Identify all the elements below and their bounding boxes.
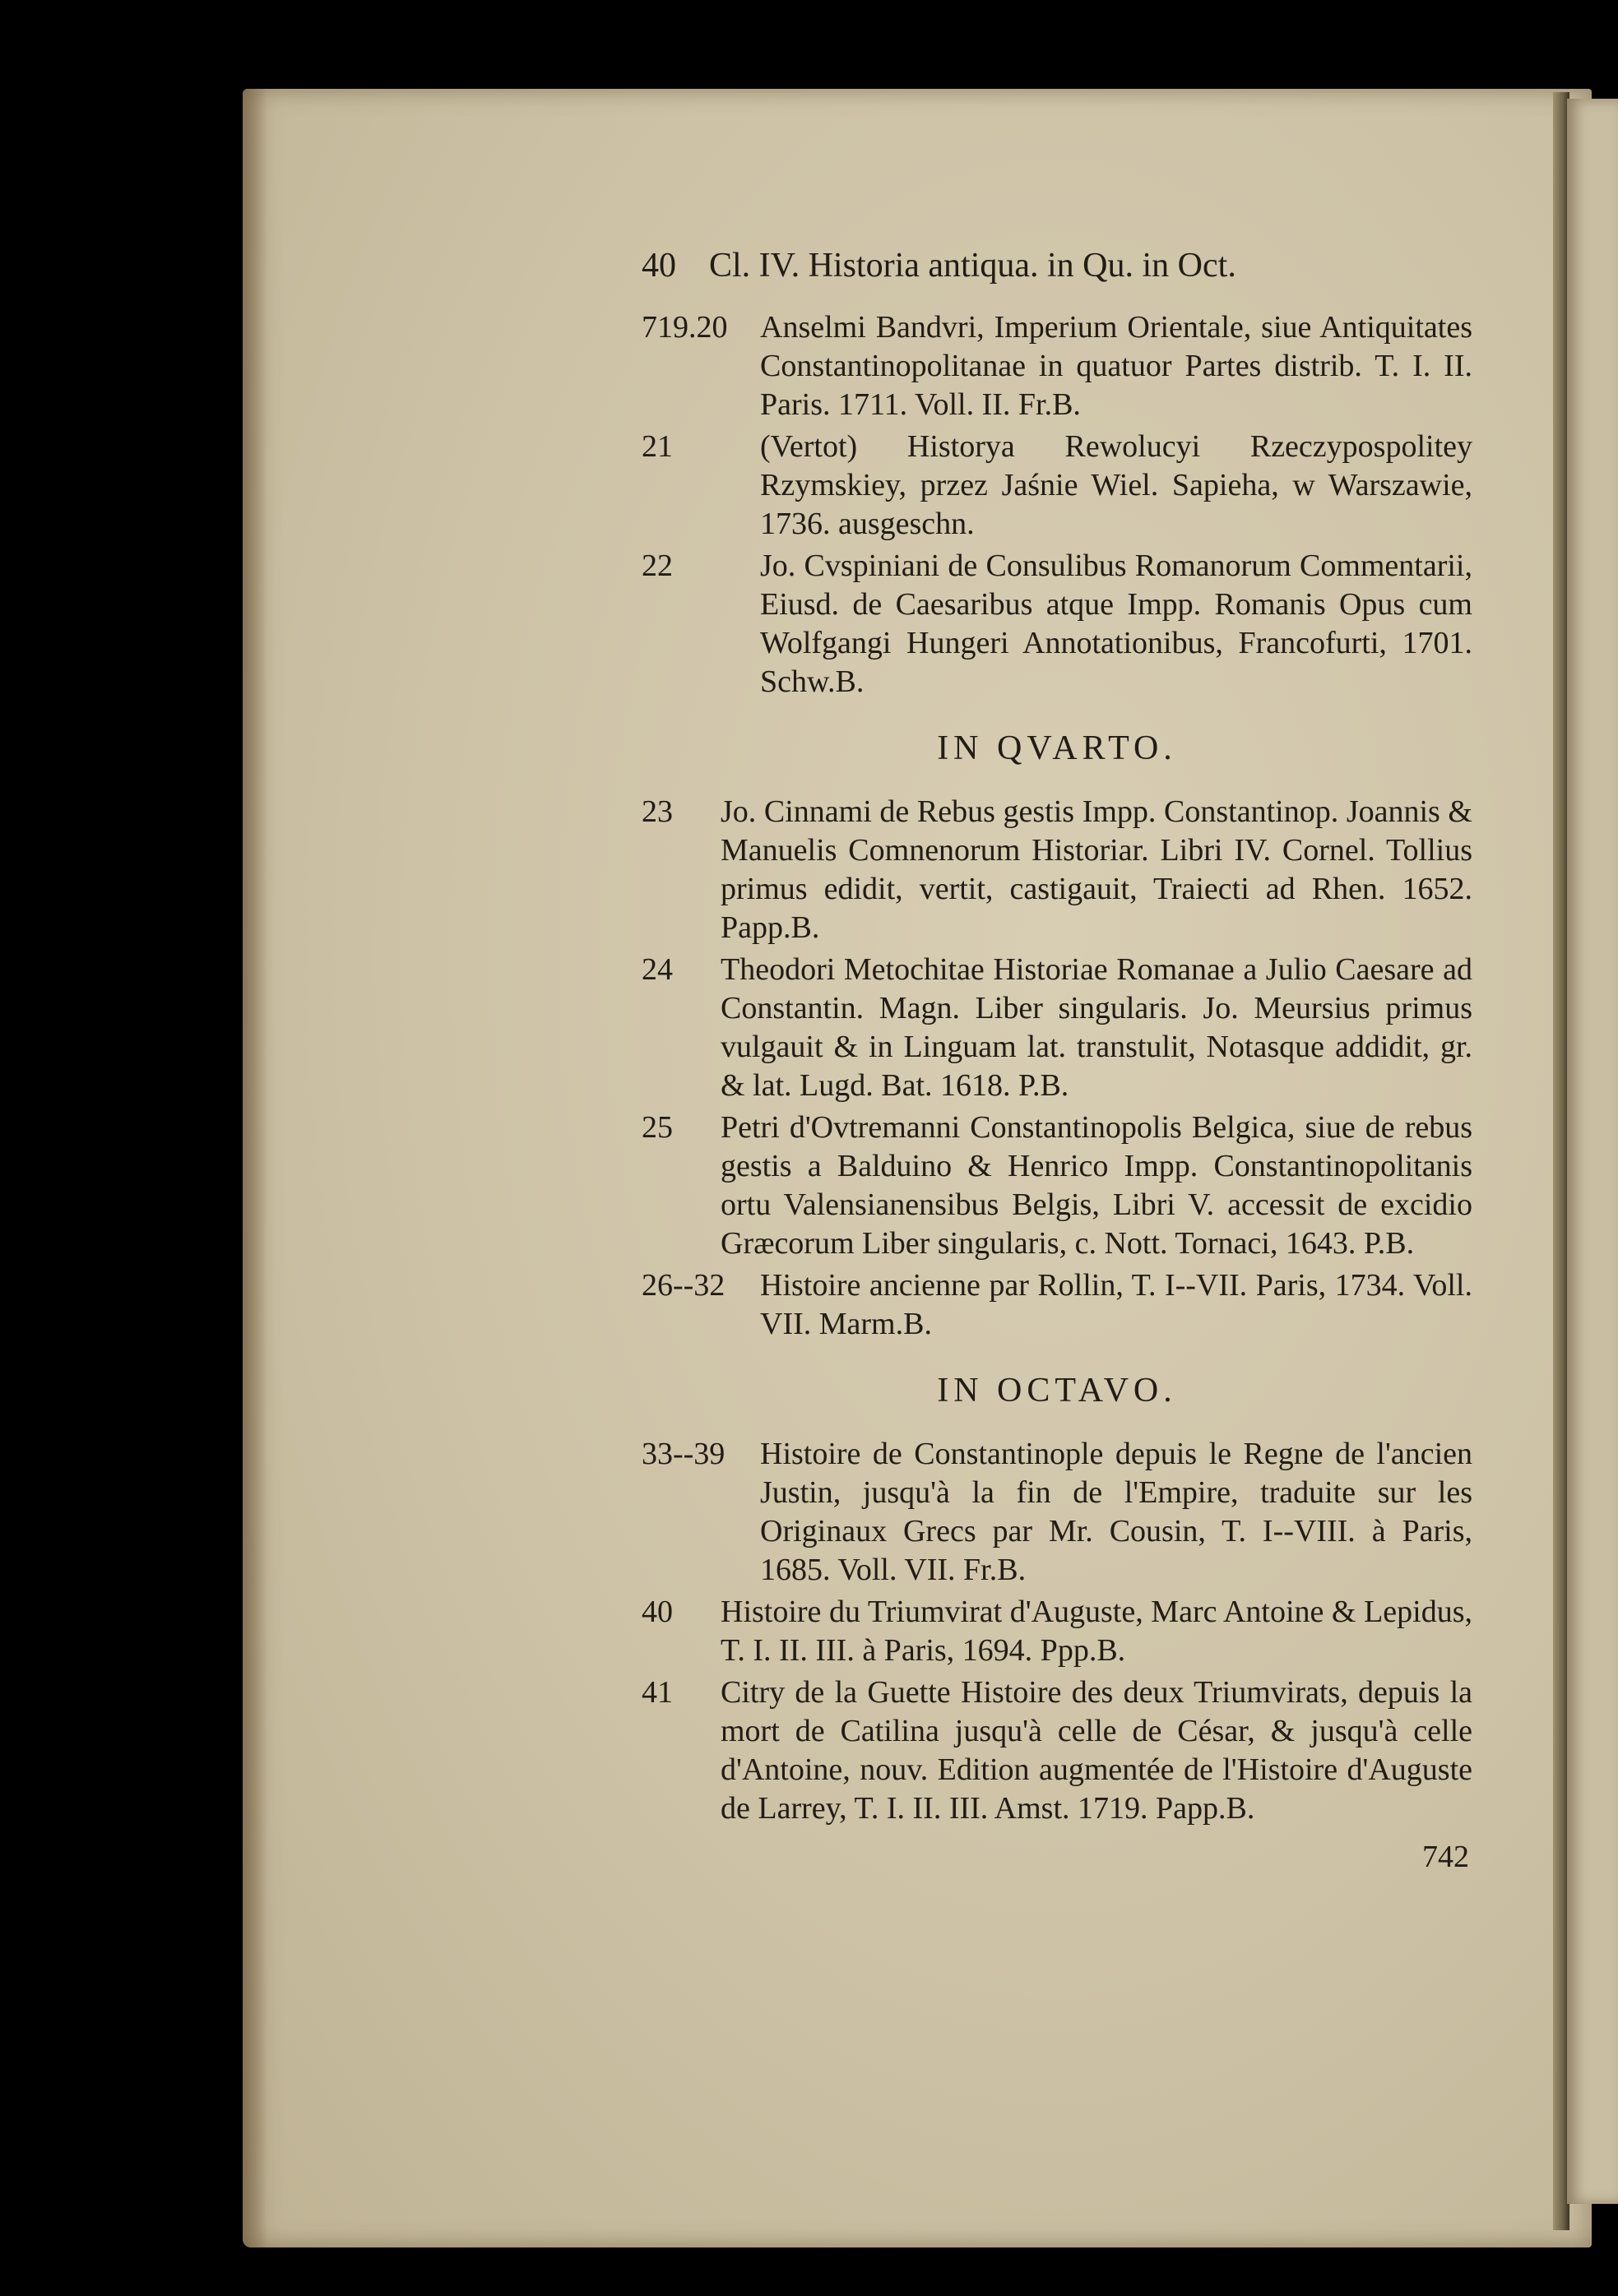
entry-text: Jo. Cinnami de Rebus gestis Impp. Constantinop. Joannis & Manuelis Comnenorum Historiar. Libri IV. Cornel. Tollius primus edidit, vertit, castigauit, Traiecti ad Rhen. 1652. Papp.B.	[721, 794, 1472, 945]
catalog-entry	[642, 951, 1472, 1105]
entry-number: 26--32	[642, 1268, 726, 1303]
entry-number: 33--39	[642, 1437, 726, 1471]
catalog-entry	[642, 1109, 1472, 1263]
section-heading-quarto: IN QVARTO.	[937, 729, 1177, 767]
entry-text: Jo. Cvspiniani de Consulibus Romanorum Commentarii, Eiusd. de Caesaribus atque Impp. Romanis Opus cum Wolfgangi Hungeri Annotationibus, Francofurti, 1701. Schw.B.	[760, 549, 1472, 699]
page-binding-shadow	[243, 89, 267, 2247]
entry-text: Anselmi Bandvri, Imperium Orientale, siue Antiquitates Constantinopolitanae in quatuor Partes distrib. T. I. II. Paris. 1711. Voll. II. Fr.B.	[760, 310, 1472, 422]
entry-number: 719.20	[642, 310, 728, 345]
facing-page-edge	[1567, 99, 1618, 2204]
catchword: 742	[1422, 1840, 1469, 1874]
page-text	[642, 247, 1472, 1877]
entry-number: 40	[642, 1595, 673, 1629]
catalog-entry	[642, 1435, 1472, 1590]
catalog-entry	[642, 308, 1472, 424]
entry-text: Histoire du Triumvirat d'Auguste, Marc Antoine & Lepidus, T. I. II. III. à Paris, 1694. Ppp.B.	[721, 1595, 1472, 1668]
page-number: 40	[642, 247, 676, 285]
catalog-entry	[642, 1593, 1472, 1670]
entry-number: 23	[642, 794, 673, 829]
entry-text: (Vertot) Historya Rewolucyi Rzeczypospolitey Rzymskiey, przez Jaśnie Wiel. Sapieha, w Warszawie, 1736. ausgeschn.	[760, 429, 1472, 541]
entry-text: Histoire ancienne par Rollin, T. I--VII. Paris, 1734. Voll. VII. Marm.B.	[760, 1268, 1472, 1341]
running-title: Cl. IV. Historia antiqua. in Qu. in Oct.	[709, 247, 1236, 285]
catalog-entry	[642, 793, 1472, 947]
catalog-entry	[642, 1673, 1472, 1828]
catalog-entry	[642, 1266, 1472, 1344]
entry-number: 41	[642, 1675, 673, 1710]
entry-number: 25	[642, 1110, 673, 1145]
entry-text: Citry de la Guette Histoire des deux Triumvirats, depuis la mort de Catilina jusqu'à celle de César, & jusqu'à celle d'Antoine, nouv. Edition augmentée de l'Histoire d'Auguste de Larrey, T. I. II. III. Amst. 1719. Papp.B.	[721, 1675, 1472, 1826]
entry-text: Petri d'Ovtremanni Constantinopolis Belgica, siue de rebus gestis a Balduino & Henrico Impp. Constantinopolitanis ortu Valensianensibus Belgis, Libri V. accessit de excidio Græcorum Liber singularis, c. Nott. Tornaci, 1643. P.B.	[721, 1110, 1472, 1261]
entry-number: 24	[642, 952, 673, 987]
catalog-entry	[642, 547, 1472, 701]
entry-number: 22	[642, 549, 673, 583]
entry-text: Theodori Metochitae Historiae Romanae a Julio Caesare ad Constantin. Magn. Liber singularis. Jo. Meursius primus vulgauit & in Linguam lat. transtulit, Notasque addidit, gr. & lat. Lugd. Bat. 1618. P.B.	[721, 952, 1472, 1103]
entry-number: 21	[642, 429, 673, 464]
running-header	[642, 247, 1472, 285]
entry-text: Histoire de Constantinople depuis le Regne de l'ancien Justin, jusqu'à la fin de l'Empire, traduite sur les Originaux Grecs par Mr. Cousin, T. I--VIII. à Paris, 1685. Voll. VII. Fr.B.	[760, 1437, 1472, 1587]
catalog-entry	[642, 428, 1472, 544]
section-heading-octavo: IN OCTAVO.	[937, 1372, 1177, 1410]
